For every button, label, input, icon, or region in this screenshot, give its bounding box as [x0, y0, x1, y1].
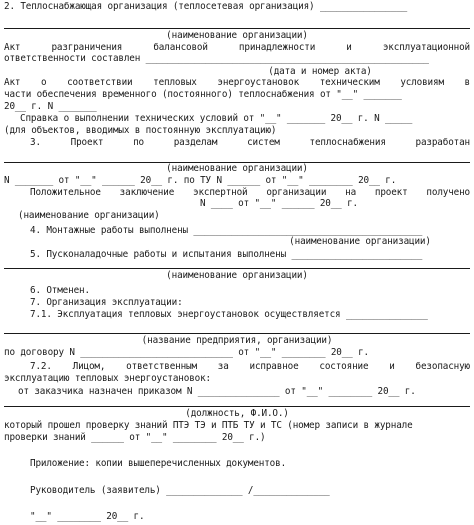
- contract-line: по договору N ____________________________ от "__" ________ 20__ г.: [4, 347, 369, 358]
- attachment-line: Приложение: копии вышеперечисленных документов.: [30, 458, 287, 469]
- knowledge-check-line: который прошел проверку знаний ПТЭ ТЭ и ПТБ ТУ и ТС (номер записи в журнале: [4, 420, 413, 431]
- responsible-person-line: 7.2. Лицом, ответственным за исправное состояние и безопасную: [30, 361, 470, 372]
- rule: [4, 333, 470, 334]
- signature-line: Руководитель (заявитель) ______________ /______________: [30, 485, 330, 496]
- order-line: от заказчика назначен приказом N _______________ от "__" ________ 20__ г.: [18, 386, 416, 397]
- rule: [4, 28, 470, 29]
- caption-org-name: (наименование организации): [18, 210, 160, 221]
- certificate-note: (для объектов, вводимых в постоянную эксплуатацию): [4, 125, 277, 136]
- act-year-number-line: 20__ г. N _______: [4, 101, 97, 112]
- certificate-line: Справка о выполнении технических условий от "__" _______ 20__ г. N _____: [20, 113, 413, 124]
- heat-supply-org-line: 2. Теплоснабжающая организация (теплосетевая организация) ________________: [4, 1, 408, 12]
- caption-org-name: (наименование организации): [166, 270, 308, 281]
- project-line: 3. Проект по разделам систем теплоснабжения разработан: [30, 137, 470, 148]
- caption-org-name: (наименование организации): [166, 30, 308, 41]
- caption-act-date-number: (дата и номер акта): [268, 66, 372, 77]
- caption-org-name: (наименование организации): [166, 163, 308, 174]
- signature-date-line: "__" ________ 20__ г.: [30, 511, 145, 522]
- caption-enterprise-name: (название предприятия, организации): [141, 335, 333, 346]
- project-number-line: N _______ от "__" ______ 20__ г. по ТУ N ______ от "__" ________ 20__ г.: [4, 175, 397, 186]
- responsible-person-cont: эксплуатацию тепловых энергоустановок:: [4, 373, 211, 384]
- installation-line: 4. Монтажные работы выполнены __________________________________________: [30, 225, 423, 236]
- caption-position-name: (должность, Ф.И.О.): [185, 408, 289, 419]
- commissioning-line: 5. Пусконаладочные работы и испытания выполнены ________________________: [30, 249, 423, 260]
- knowledge-check-cont: проверки знаний ______ от "__" ________ 20__ г.): [4, 432, 266, 443]
- act-compliance-line: Акт о соответствии тепловых энергоустановок техническим условиям в: [4, 77, 470, 88]
- expert-conclusion-line: Положительное заключение экспертной организации на проект получено: [30, 187, 470, 198]
- act-balance-line: Акт разграничения балансовой принадлежности и эксплуатационной: [4, 42, 470, 53]
- section-6: 6. Отменен.: [30, 285, 90, 296]
- caption-org-name: (наименование организации): [289, 236, 431, 247]
- act-supply-line: части обеспечения временного (постоянного) теплоснабжения от "__" _______: [4, 89, 402, 100]
- section-7-heading: 7. Организация эксплуатации:: [30, 297, 183, 308]
- rule: [4, 406, 470, 407]
- expert-number-line: N ____ от "__" ______ 20__ г.: [200, 198, 358, 209]
- operation-line: 7.1. Эксплуатация тепловых энергоустановок осуществляется _______________: [30, 309, 428, 320]
- act-responsibility-line: ответственности составлен ____________________________________________________: [4, 53, 429, 64]
- rule: [4, 268, 470, 269]
